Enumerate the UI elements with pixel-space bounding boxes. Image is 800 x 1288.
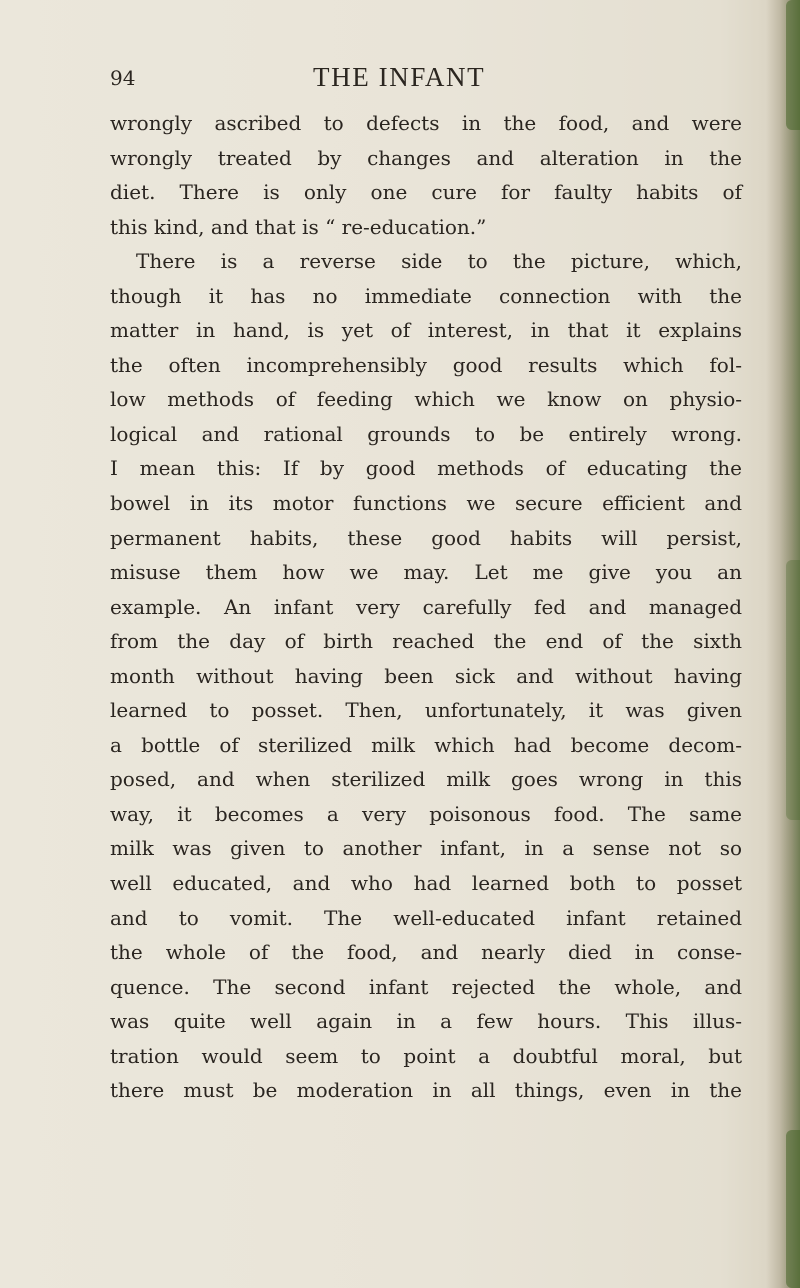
- text-line: this kind, and that is “ re-education.”: [110, 214, 487, 239]
- text-line: milk was given to another infant, in a sense not so: [110, 836, 742, 861]
- text-line: there must be moderation in all things, even in the: [110, 1078, 742, 1103]
- text-line: misuse them how we may. Let me give you an: [110, 560, 742, 585]
- text-line: though it has no immediate connection with the: [110, 283, 742, 308]
- text-line: example. An infant very carefully fed and managed: [110, 594, 742, 619]
- text-line: quence. The second infant rejected the whole, and: [110, 974, 742, 999]
- text-line: learned to posset. Then, unfortunately, it was given: [110, 698, 742, 723]
- text-line: the whole of the food, and nearly died in conse-: [110, 940, 742, 965]
- text-line: tration would seem to point a doubtful moral, but: [110, 1043, 742, 1068]
- text-line: from the day of birth reached the end of the sixth: [110, 629, 742, 654]
- text-line: way, it becomes a very poisonous food. The same: [110, 801, 742, 826]
- text-line: logical and rational grounds to be entirely wrong.: [110, 421, 742, 446]
- page-edge-stain: [786, 1130, 800, 1288]
- text-line: posed, and when sterilized milk goes wrong in this: [110, 767, 742, 792]
- text-line: bowel in its motor functions we secure efficient and: [110, 491, 742, 516]
- page-header: [0, 60, 800, 100]
- text-line: matter in hand, is yet of interest, in that it explains: [110, 318, 742, 343]
- text-line: I mean this: If by good methods of educating the: [110, 456, 742, 481]
- page-edge-stain: [786, 560, 800, 820]
- text-line: wrongly ascribed to defects in the food, and were: [110, 111, 742, 135]
- page-number: 94: [110, 66, 136, 90]
- text-line: a bottle of sterilized milk which had become decom-: [110, 732, 742, 757]
- text-line: well educated, and who had learned both to posset: [110, 871, 742, 896]
- text-line: was quite well again in a few hours. This illus-: [110, 1009, 742, 1034]
- text-line: low methods of feeding which we know on physio-: [110, 387, 742, 412]
- text-line: the often incomprehensibly good results which fol-: [110, 352, 742, 377]
- text-line: month without having been sick and without having: [110, 663, 742, 688]
- text-line: diet. There is only one cure for faulty habits of: [110, 180, 742, 205]
- body-text: [110, 106, 742, 1108]
- running-title: THE INFANT: [313, 62, 486, 92]
- text-line: There is a reverse side to the picture, which,: [136, 249, 742, 274]
- text-line: and to vomit. The well-educated infant retained: [110, 905, 742, 930]
- text-line: wrongly treated by changes and alteration in the: [110, 145, 742, 170]
- text-line: permanent habits, these good habits will persist,: [110, 525, 742, 550]
